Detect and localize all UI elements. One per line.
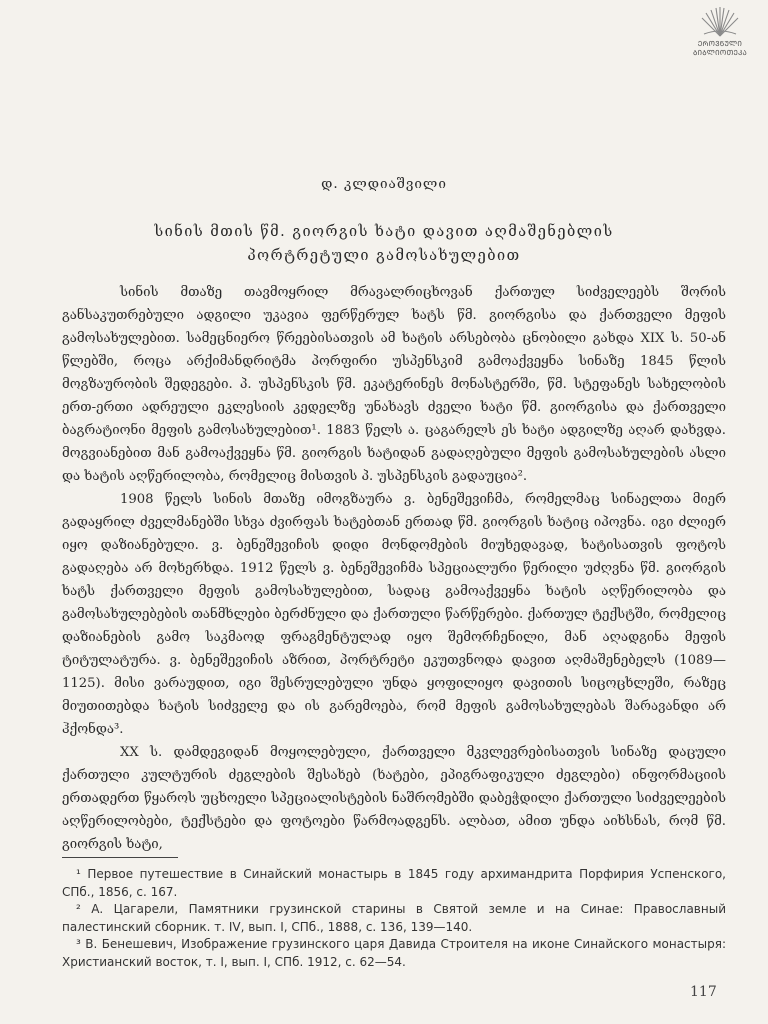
footnotes [62, 866, 726, 971]
body-paragraph: სინის მთაზე თავმოყრილ მრავალრიცხოვან ქართულ სიძველეებს შორის განსაკუთრებული ადგილი უკავია ფერწერულ ხატს წმ. გიორგისა და ქართველი მეფის გამოსახულებით. სამეცნიერო წრეებისათვის ამ ხატის არსებობა ცნობილი გახდა XIX ს. 50-ან წლებში, როცა არქიმანდრიტმა პორფირი უსპენსკიმ გამოაქვეყნა სინაზე 1845 წლის მოგზაურობის შედეგები. პ. უსპენსკის წმ. ეკატერინეს მონასტერში, წმ. სტეფანეს სახელობის ერთ-ერთი ადრეული ეკლესიის კედელზე უნახავს ძველი ხატი წმ. გიორგისა და ქართველი ბაგრატიონი მეფის გამოსახულებით¹. 1883 წელს ა. ცაგარელს ეს ხატი ადგილზე აღარ დახვდა. მოგვიანებით მან გამოაქვეყნა წმ. გიორგის ხატიდან გადაღებული მეფის გამოსახულების ასლი და ხატის აღწერილობა, რომელიც მისთვის პ. უსპენსკის გადაუცია². [62, 285, 726, 484]
body-paragraph: XX ს. დამდეგიდან მოყოლებული, ქართველი მკვლევრებისათვის სინაზე დაცული ქართული კულტურის ძეგლების შესახებ (ხატები, ეპიგრაფიკული ძეგლები) ინფორმაციის ერთადერთ წყაროს უცხოელი სპეციალისტების ნაშრომებში დაბეჭდილი ქართული სიძველეების აღწერილობები, ტექსტები და ფოტოები წარმოადგენს. ალბათ, ამით უნდა აიხსნას, რომ წმ. გიორგის ხატი, [62, 745, 726, 852]
footnote: ³ В. Бенешевич, Изображение грузинского царя Давида Строителя на иконе Синайского монастыря: Христианский восток, т. I, вып. I, СПб. 1912, с. 62—54. [62, 937, 726, 969]
book-fan-icon [698, 6, 742, 40]
article-author: დ. კლდიაშვილი [321, 176, 447, 192]
library-logo-text: ᲔᲠᲝᲕᲜᲣᲚᲘ ᲑᲘᲑᲚᲘᲝᲗᲔᲙᲐ [692, 40, 748, 57]
article-body [62, 281, 726, 856]
page-number: 117 [690, 984, 717, 1000]
library-logo [680, 6, 760, 76]
footnote: ¹ Первое путешествие в Синайский монастырь в 1845 году архимандрита Порфирия Успенского, СПб., 1856, с. 167. [62, 867, 726, 899]
body-paragraph: 1908 წელს სინის მთაზე იმოგზაურა ვ. ბენეშევიჩმა, რომელმაც სინაელთა მიერ გადაყრილ ძველმანებში სხვა ძვირფას ხატებთან ერთად წმ. გიორგის ხატიც იპოვნა. იგი ძლიერ იყო დაზიანებული. ვ. ბენეშევიჩის დიდი მონდომების მიუხედავად, ხატისათვის ფოტოს გადაღება არ მოხერხდა. 1912 წელს ვ. ბენეშევიჩმა სპეციალური წერილი უძღვნა წმ. გიორგის ხატს ქართველი მეფის გამოსახულებით, სადაც გამოაქვეყნა ხატის აღწერილობა და გამოსახულებების თანმხლები ბერძნული და ქართული წარწერები. ქართულ ტექსტში, რომელიც დაზიანების გამო საკმაოდ ფრაგმენტულად იყო შემორჩენილი, მან აღადგინა მეფის ტიტულატურა. ვ. ბენეშევიჩის აზრით, პორტრეტი ეკუთვნოდა დავით აღმაშენებელს (1089—1125). მისი ვარაუდით, იგი შესრულებული უნდა ყოფილიყო დავითის სიცოცხლეში, რაზეც მიუთითებდა ხატის სიძველე და ის გარემოება, რომ მეფის გამოსახულებას შარავანდი არ ჰქონდა³. [62, 492, 726, 737]
footnote-divider [62, 857, 178, 858]
footnote: ² А. Цагарели, Памятники грузинской старины в Святой земле и на Синае: Православный палестинский сборник. т. IV, вып. I, СПб., 1888, с. 136, 139—140. [62, 902, 726, 934]
article-title: სინის მთის წმ. გიორგის ხატი დავით აღმაშენებლის პორტრეტული გამოსახულებით [154, 224, 614, 264]
